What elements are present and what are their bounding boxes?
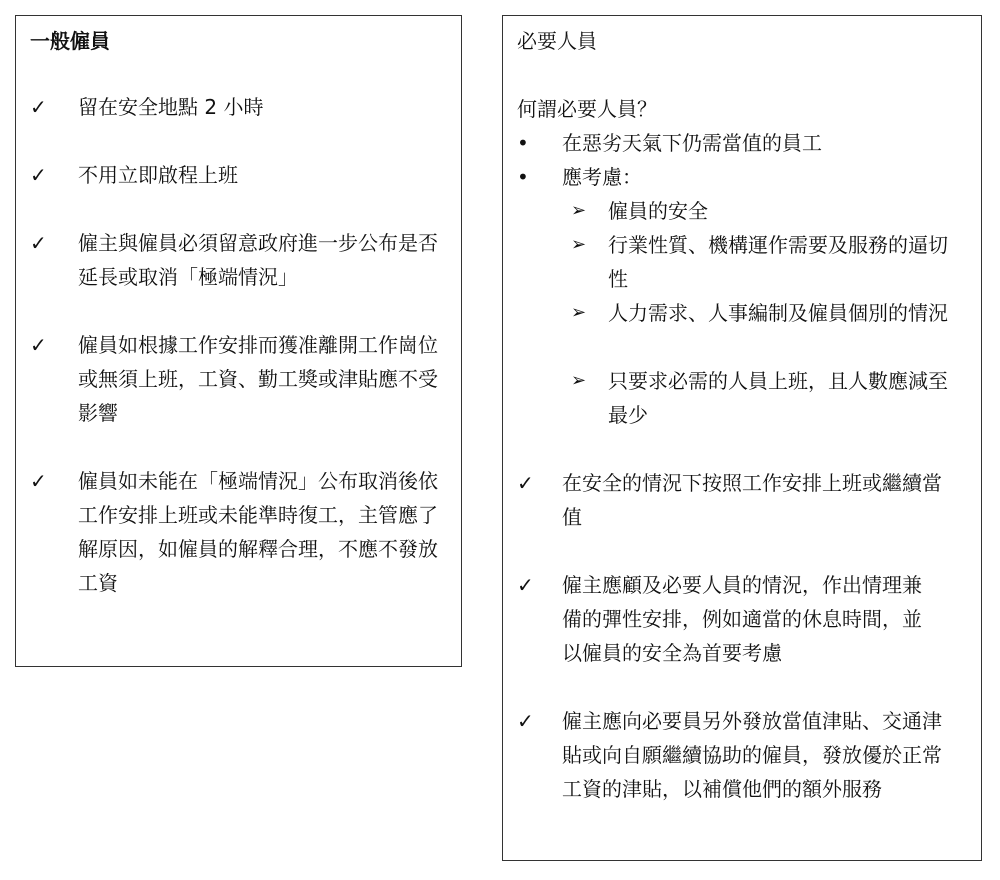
checklist-item [517,466,967,534]
check-mark-icon: ✓ [517,709,534,733]
sub-list-item [571,194,966,228]
arrow-bullet-icon: ➢ [571,370,587,391]
bullet-item [517,160,967,194]
checklist-item-text: 在安全的情況下按照工作安排上班或繼續當值 [562,471,942,529]
check-mark-icon: ✓ [30,469,47,493]
sub-list-item [571,296,966,364]
sub-list-item [571,364,966,432]
checklist-item-text: 僱主應向必要員另外發放當值津貼、交通津貼或向自願繼續協助的僱員，發放優於正常工資的津貼，以補償他們的額外服務 [562,709,942,801]
arrow-bullet-icon: ➢ [571,234,587,255]
bullet-dot-icon: • [517,131,529,155]
checklist-item-text: 僱主與僱員必須留意政府進一步公布是否延長或取消「極端情況」 [78,231,438,289]
arrow-bullet-icon: ➢ [571,200,587,221]
bullet-item [517,126,967,160]
checklist-item-text: 僱主應顧及必要人員的情況，作出情理兼備的彈性安排，例如適當的休息時間，並以僱員的安全為首要考慮 [562,573,922,665]
sub-list-item-text: 僱員的安全 [608,199,708,223]
sub-list-item-text: 人力需求、人事編制及僱員個別的情況 [608,301,948,325]
checklist-item [30,464,450,600]
checklist-item-text: 不用立即啟程上班 [78,163,238,187]
question-heading: 何謂必要人員？ [517,97,657,121]
arrow-bullet-icon: ➢ [571,302,587,323]
box-title: 一般僱員 [30,29,110,53]
sub-list-item [571,228,966,296]
bullet-item-text: 在惡劣天氣下仍需當值的員工 [562,131,822,155]
checklist-item-text: 僱員如根據工作安排而獲准離開工作崗位或無須上班，工資、勤工獎或津貼應不受影響 [78,333,438,425]
check-mark-icon: ✓ [30,231,47,255]
check-mark-icon: ✓ [30,333,47,357]
checklist-item [30,158,450,192]
checklist-item [517,568,967,670]
box-title: 必要人員 [517,29,597,53]
checklist-item-text: 留在安全地點 2 小時 [78,95,264,119]
check-mark-icon: ✓ [30,163,47,187]
essential-staff-box [502,15,982,861]
bullet-dot-icon: • [517,165,529,189]
checklist-item [517,704,967,840]
checklist-item [30,226,450,294]
check-mark-icon: ✓ [517,573,534,597]
sub-list-item-text: 只要求必需的人員上班，且人數應減至最少 [608,369,948,427]
checklist-item [30,90,450,124]
sub-list-item-text: 行業性質、機構運作需要及服務的逼切性 [608,233,948,291]
bullet-item-text: 應考慮： [562,165,642,189]
check-mark-icon: ✓ [30,95,47,119]
checklist-item [30,328,450,430]
general-employees-box [15,15,462,667]
check-mark-icon: ✓ [517,471,534,495]
checklist-item-text: 僱員如未能在「極端情況」公布取消後依工作安排上班或未能準時復工，主管應了解原因，如僱員的解釋合理，不應不發放工資 [78,469,438,595]
